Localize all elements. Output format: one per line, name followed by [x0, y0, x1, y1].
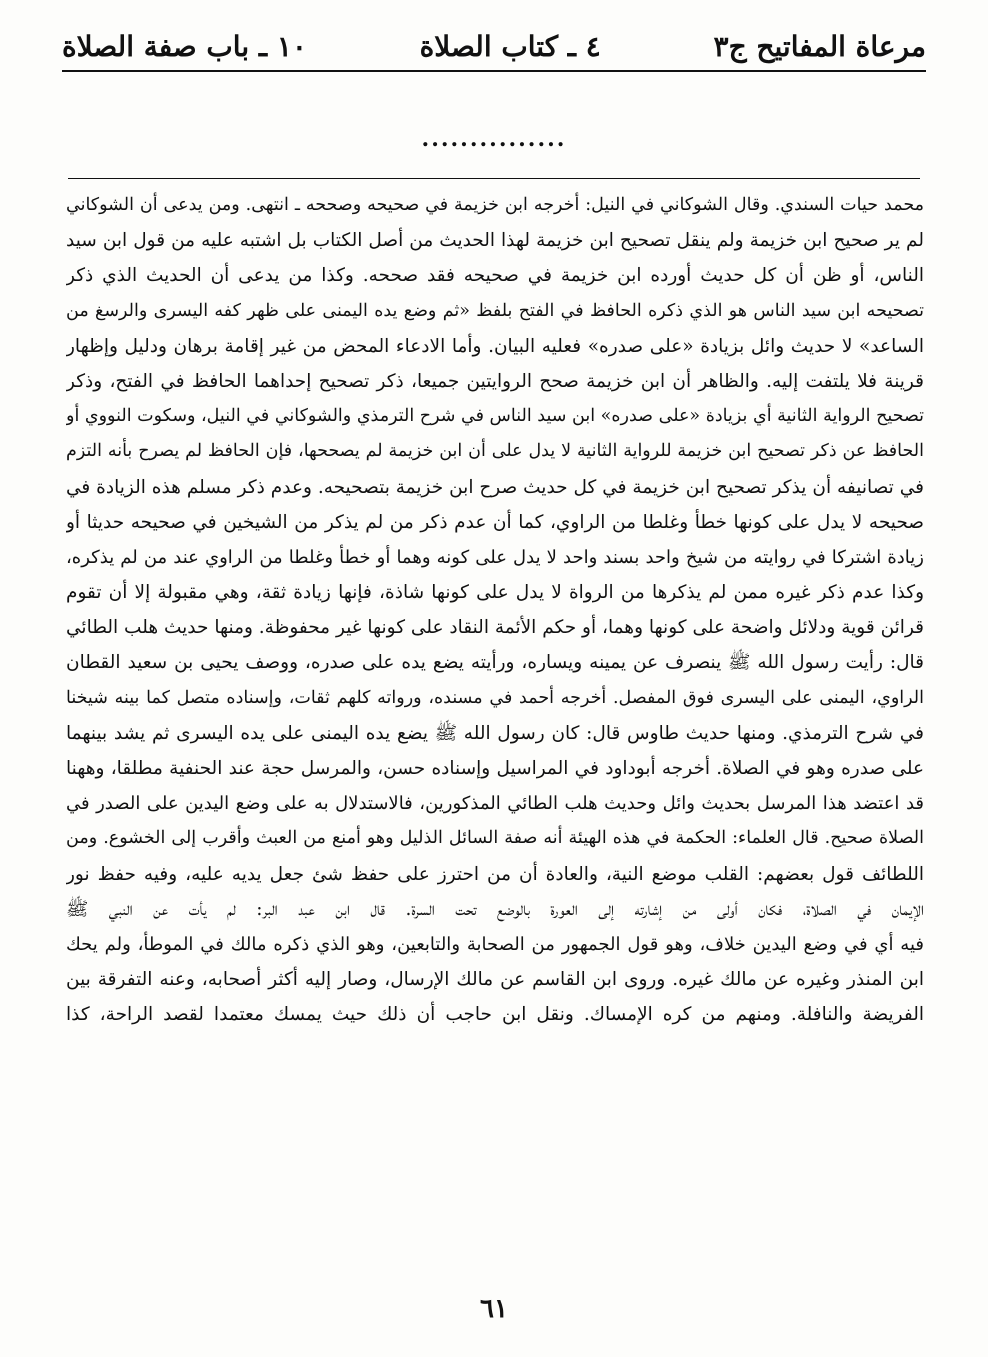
body-line: على صدره وهو في الصلاة. أخرجه أبوداود في المراسيل وإسناده حسن، والمرسل حجة عند الحنفية مطلقا، وههنا	[66, 758, 924, 779]
body-line: تصحيح الرواية الثانية أي بزيادة «على صدره» ابن سيد الناس في شرح الترمذي والشوكاني في النيل، وسكوت النووي أو	[66, 406, 924, 427]
body-line: قرائن قوية ودلائل واضحة على كونها وهما، أو حكم الأئمة النقاد على كونها غير محفوظة. ومنها حديث هلب الطائي	[66, 617, 924, 639]
header-bab: ١٠ ـ باب صفة الصلاة	[62, 29, 307, 63]
body-line: الناس، أو ظن أن كل حديث أورده ابن خزيمة في صحيحه فقد صححه. وكذا من يدعى أن الحديث الذي ذكر	[66, 265, 924, 287]
body-line: الراوي، اليمنى على اليسرى فوق المفصل. أخرجه أحمد في مسنده، ورواته كلهم ثقات، وإسناده متصل كما بينه شيخنا	[66, 687, 924, 708]
header-book-volume: مرعاة المفاتيح ج٣	[713, 29, 926, 63]
body-line: في تصانيفه أن يذكر تصحيح ابن خزيمة في كل حديث صرح ابن خزيمة بتصحيحه. وعدم ذكر مسلم هذه الزيادة في	[66, 476, 924, 498]
body-line: ابن المنذر وغيره عن مالك غيره. وروى ابن القاسم عن مالك الإرسال، وصار إليه أكثر أصحابه، وعنه التفرقة بين	[66, 969, 924, 991]
body-rule	[68, 178, 920, 179]
body-line: محمد حيات السندي. وقال الشوكاني في النيل: أخرجه ابن خزيمة في صحيحه وصححه ـ انتهى. ومن يدعى أن الشوكاني	[66, 195, 924, 215]
body-text	[66, 188, 924, 1278]
body-line: صحيحه لا يدل على كونها خطأ وغلطا من الراوي، كما أن عدم ذكر من لم يذكر من الشيخين في صحيحه حديثا أو	[66, 511, 924, 533]
header-kitab: ٤ ـ كتاب الصلاة	[419, 29, 601, 63]
body-line: فيه أي في وضع اليدين خلاف، وهو قول الجمهور من الصحابة والتابعين، وهو الذي ذكره مالك في الموطأ، ولم يحك	[66, 933, 924, 955]
body-line: الفريضة والنافلة. ومنهم من كره الإمساك. ونقل ابن حاجب أن ذلك حيث يمسك معتمدا لقصد الراحة، كذا	[66, 1004, 924, 1026]
body-line: قرينة فلا يلتفت إليه. والظاهر أن ابن خزيمة صحح الروايتين جميعا، ذكر تصحيح إحداهما الحافظ في الفتح، وذكر	[66, 370, 924, 392]
body-line: قال: رأيت رسول الله ﷺ ينصرف عن يمينه ويساره، ورأيته يضع يده على صدره، ووصف يحيى بن سعيد القطان	[66, 652, 924, 674]
body-line: الحافظ عن ذكر تصحيح ابن خزيمة للرواية الثانية لا يدل على أن ابن خزيمة لم يصححها، فإن الحافظ لم يصرح بأنه التزم	[66, 441, 924, 462]
running-header	[62, 26, 926, 66]
body-line: قد اعتضد هذا المرسل بحديث وائل وحديث هلب الطائي المذكورين، فالاستدلال به على وضع اليدين على الصدر في	[66, 793, 924, 815]
page-number: ٦١	[480, 1294, 508, 1324]
body-line: الساعد» لا حديث وائل بزيادة «على صدره» فعليه البيان. وأما الادعاء المحض من غير إقامة برهان ودليل وإظهار	[66, 335, 924, 357]
body-line: اللطائف قول بعضهم: القلب موضع النية، والعادة أن من احترز على حفظ شئ جعل يديه عليه، وفيه حفظ نور	[66, 863, 924, 885]
body-line: لم ير صحيح ابن خزيمة ولم ينقل تصحيح ابن خزيمة لهذا الحديث من أصل الكتاب بل اشتبه عليه من قول ابن سيد	[66, 230, 924, 252]
body-line: وكذا عدم ذكر غيره ممن لم يذكرها من الرواة لا يدل على كونها شاذة، فإنها زيادة ثقة، وهي مقبولة إلا أن تقوم	[66, 582, 924, 604]
body-line: في شرح الترمذي. ومنها حديث طاوس قال: كان رسول الله ﷺ يضع يده اليمنى على يده اليسرى ثم يشد بينهما	[66, 722, 924, 744]
body-line: الإيمان في الصلاة، فكان أولى من إشارته إلى العورة بالوضع تحت السرة. قال ابن عبد البر: لم يأت عن النبي ﷺ	[66, 898, 924, 920]
separator-dots: ...............	[421, 126, 567, 152]
body-line: الصلاة صحيح. قال العلماء: الحكمة في هذه الهيئة أنه صفة السائل الذليل وهو أمنع من العبث وأقرب إلى الخشوع. ومن	[66, 828, 924, 849]
body-line: تصحيحه ابن سيد الناس هو الذي ذكره الحافظ في الفتح بلفظ «ثم وضع يده اليمنى على ظهر كفه اليسرى والرسغ من	[66, 300, 924, 321]
body-line: زيادة اشتركا في روايته من شيخ واحد بسند واحد لا يدل على كونه وهما أو خطأ وغلطا من الراوي عند من لم يذكره،	[66, 546, 924, 568]
header-rule	[62, 70, 926, 72]
